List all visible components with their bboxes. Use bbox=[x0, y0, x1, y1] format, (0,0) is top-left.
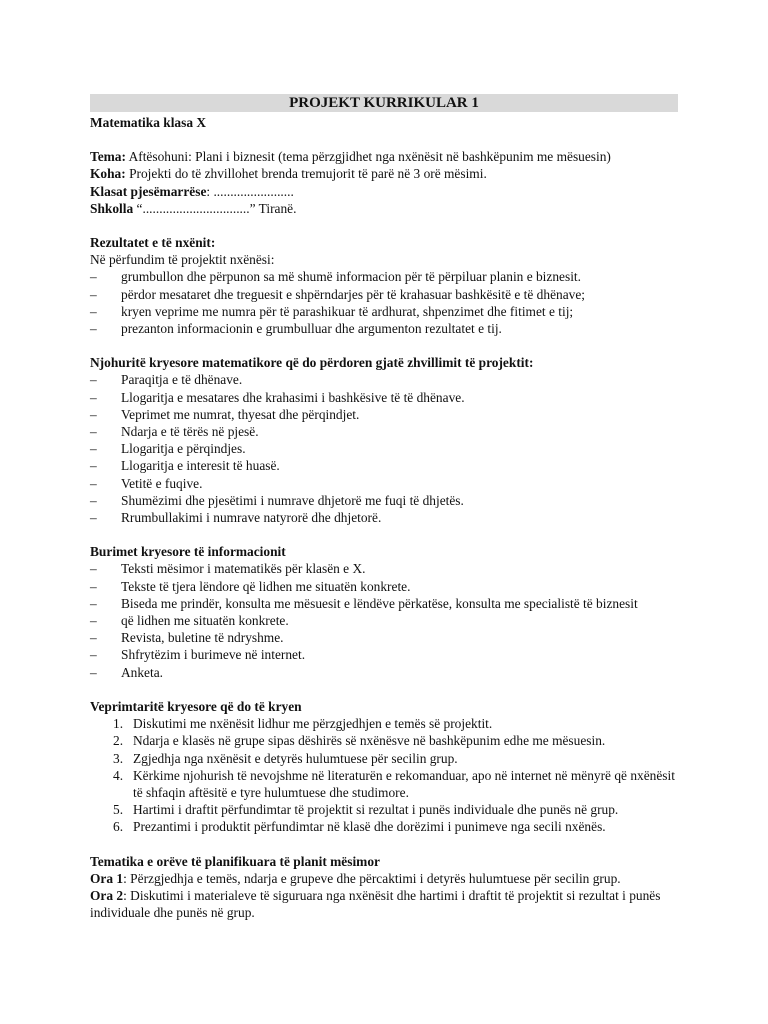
list-item-text: Ndarja e të tërës në pjesë. bbox=[121, 424, 259, 440]
ora-1-text: : Përzgjedhja e temës, ndarja e grupeve dhe përcaktimi i detyrës hulumtuese për secilin grup. bbox=[123, 870, 621, 886]
klasat-label: Klasat pjesëmarrëse bbox=[90, 183, 207, 199]
list-item-text: Vetitë e fuqive. bbox=[121, 475, 203, 491]
list-item bbox=[90, 646, 678, 663]
list-item-text: Ndarja e klasës në grupe sipas dëshirës së nxënësve në bashkëpunim edhe me mësuesin. bbox=[133, 733, 606, 749]
dash-bullet: – bbox=[90, 492, 97, 508]
dash-bullet: – bbox=[90, 647, 97, 663]
list-item bbox=[90, 509, 678, 526]
ora-2-text: : Diskutimi i materialeve të siguruara nga nxënësit dhe hartimi i draftit të projektit si rezultat i punës individuale dhe punës në grup. bbox=[90, 887, 661, 921]
list-item bbox=[90, 286, 678, 303]
dash-bullet: – bbox=[90, 286, 97, 302]
list-item bbox=[90, 664, 678, 681]
list-item bbox=[90, 560, 678, 577]
dash-bullet: – bbox=[90, 664, 97, 680]
list-item bbox=[90, 629, 678, 646]
klasat-line bbox=[90, 183, 678, 200]
spacer bbox=[90, 836, 678, 853]
list-item-text: Teksti mësimor i matematikës për klasën e X. bbox=[121, 561, 366, 577]
list-item-text: që lidhen me situatën konkrete. bbox=[121, 613, 289, 629]
list-item bbox=[90, 268, 678, 285]
ora-2-line bbox=[90, 887, 678, 921]
burimet-heading: Burimet kryesore të informacionit bbox=[90, 544, 286, 560]
list-item-text: Prezantimi i produktit përfundimtar në klasë dhe dorëzimi i punimeve nga secili nxënës. bbox=[133, 819, 606, 835]
list-item bbox=[90, 440, 678, 457]
list-item bbox=[90, 303, 678, 320]
list-item bbox=[90, 423, 678, 440]
rezultatet-list bbox=[90, 268, 678, 337]
tematika-heading: Tematika e orëve të planifikuara të planit mësimor bbox=[90, 853, 380, 869]
dash-bullet: – bbox=[90, 424, 97, 440]
njohurite-heading: Njohuritë kryesore matematikore që do përdoren gjatë zhvillimit të projektit: bbox=[90, 355, 534, 371]
list-item bbox=[90, 389, 678, 406]
list-item-text: Shumëzimi dhe pjesëtimi i numrave dhjetorë me fuqi të dhjetës. bbox=[121, 492, 464, 508]
list-item bbox=[90, 767, 678, 801]
shkolla-label: Shkolla bbox=[90, 200, 134, 216]
item-number: 1. bbox=[113, 716, 124, 732]
ora-1-line bbox=[90, 870, 678, 887]
dash-bullet: – bbox=[90, 475, 97, 491]
list-item bbox=[90, 578, 678, 595]
list-item bbox=[90, 818, 678, 835]
dash-bullet: – bbox=[90, 458, 97, 474]
list-item bbox=[90, 612, 678, 629]
burimet-list bbox=[90, 560, 678, 680]
list-item-text: kryen veprime me numra për të parashikuar të ardhurat, shpenzimet dhe fitimet e tij; bbox=[121, 303, 574, 319]
list-item-text: grumbullon dhe përpunon sa më shumë informacion për të përpiluar planin e biznesit. bbox=[121, 269, 581, 285]
list-item bbox=[90, 475, 678, 492]
list-item-text: prezanton informacionin e grumbulluar dhe argumenton rezultatet e tij. bbox=[121, 321, 502, 337]
dash-bullet: – bbox=[90, 406, 97, 422]
tema-value: Aftësohuni: Plani i biznesit (tema përzgjidhet nga nxënësit në bashkëpunim me mësuesin) bbox=[125, 149, 611, 165]
koha-line bbox=[90, 165, 678, 182]
tema-label: Tema: bbox=[90, 149, 126, 165]
list-item bbox=[90, 406, 678, 423]
list-item-text: Veprimet me numrat, thyesat dhe përqindjet. bbox=[121, 406, 360, 422]
page-title: PROJEKT KURRIKULAR 1 bbox=[90, 94, 678, 112]
tema-line bbox=[90, 148, 678, 165]
list-item-text: Llogaritja e përqindjes. bbox=[121, 441, 246, 457]
ora-2-label: Ora 2 bbox=[90, 887, 124, 903]
list-item-text: përdor mesataret dhe treguesit e shpërndarjes për të krahasuar bashkësitë e të dhënave; bbox=[121, 286, 586, 302]
njohurite-list bbox=[90, 371, 678, 526]
dash-bullet: – bbox=[90, 613, 97, 629]
koha-label: Koha: bbox=[90, 166, 126, 182]
list-item-text: Llogaritja e mesatares dhe krahasimi i bashkësive të të dhënave. bbox=[121, 389, 465, 405]
list-item-text: Zgjedhja nga nxënësit e detyrës hulumtuese për secilin grup. bbox=[133, 750, 458, 766]
list-item bbox=[90, 457, 678, 474]
list-item-text: Revista, buletine të ndryshme. bbox=[121, 630, 284, 646]
item-number: 2. bbox=[113, 733, 124, 749]
dash-bullet: – bbox=[90, 269, 97, 285]
list-item-text: Shfrytëzim i burimeve në internet. bbox=[121, 647, 306, 663]
dash-bullet: – bbox=[90, 561, 97, 577]
list-item bbox=[90, 750, 678, 767]
list-item-text: Biseda me prindër, konsulta me mësuesit e lëndëve përkatëse, konsulta me specialistë të biznesit bbox=[121, 595, 638, 611]
spacer bbox=[90, 681, 678, 698]
item-number: 5. bbox=[113, 802, 124, 818]
list-item bbox=[90, 492, 678, 509]
spacer bbox=[90, 526, 678, 543]
spacer bbox=[90, 131, 678, 148]
dash-bullet: – bbox=[90, 595, 97, 611]
dash-bullet: – bbox=[90, 372, 97, 388]
koha-value: Projekti do të zhvillohet brenda tremujorit të parë në 3 orë mësimi. bbox=[125, 166, 487, 182]
list-item bbox=[90, 371, 678, 388]
spacer bbox=[90, 217, 678, 234]
rezultatet-intro: Në përfundim të projektit nxënësi: bbox=[90, 252, 275, 268]
list-item-text: Kërkime njohurish të nevojshme në literaturën e rekomanduar, apo në internet në mënyrë që nxënësit të shfaqin aftësitë e tyre hulumtuese dhe studimore. bbox=[133, 767, 675, 800]
dash-bullet: – bbox=[90, 578, 97, 594]
list-item-text: Paraqitja e të dhënave. bbox=[121, 372, 243, 388]
list-item bbox=[90, 320, 678, 337]
spacer bbox=[90, 337, 678, 354]
item-number: 6. bbox=[113, 819, 124, 835]
klasat-value: : ........................ bbox=[206, 183, 294, 199]
veprimtarite-list bbox=[90, 715, 678, 835]
dash-bullet: – bbox=[90, 441, 97, 457]
item-number: 3. bbox=[113, 750, 124, 766]
dash-bullet: – bbox=[90, 321, 97, 337]
dash-bullet: – bbox=[90, 510, 97, 526]
dash-bullet: – bbox=[90, 303, 97, 319]
rezultatet-heading: Rezultatet e të nxënit: bbox=[90, 235, 216, 251]
dash-bullet: – bbox=[90, 630, 97, 646]
list-item bbox=[90, 595, 678, 612]
list-item-text: Hartimi i draftit përfundimtar të projektit si rezultat i punës individuale dhe punës në grup. bbox=[133, 802, 619, 818]
item-number: 4. bbox=[113, 767, 124, 783]
shkolla-value: “................................” Tiranë. bbox=[133, 200, 297, 216]
list-item bbox=[90, 715, 678, 732]
list-item-text: Anketa. bbox=[121, 664, 164, 680]
dash-bullet: – bbox=[90, 389, 97, 405]
list-item-text: Rrumbullakimi i numrave natyrorë dhe dhjetorë. bbox=[121, 510, 382, 526]
list-item-text: Tekste të tjera lëndore që lidhen me situatën konkrete. bbox=[121, 578, 411, 594]
list-item bbox=[90, 732, 678, 749]
ora-1-label: Ora 1 bbox=[90, 870, 124, 886]
veprimtarite-heading: Veprimtaritë kryesore që do të kryen bbox=[90, 698, 302, 714]
list-item-text: Llogaritja e interesit të huasë. bbox=[121, 458, 280, 474]
document-page bbox=[90, 94, 678, 921]
document-subtitle: Matematika klasa X bbox=[90, 115, 207, 130]
list-item-text: Diskutimi me nxënësit lidhur me përzgjedhjen e temës së projektit. bbox=[133, 716, 493, 732]
shkolla-line bbox=[90, 200, 678, 217]
list-item bbox=[90, 801, 678, 818]
